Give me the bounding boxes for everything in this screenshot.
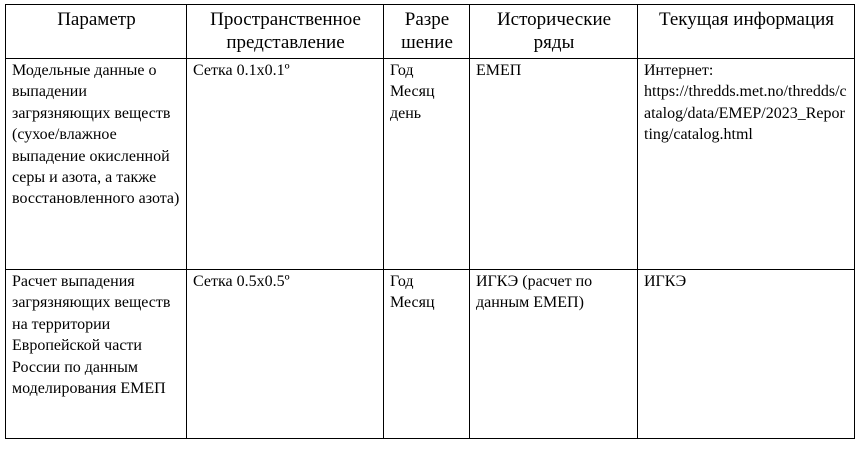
header-current-information: Текущая информация (638, 5, 855, 59)
cell-parameter: Модельные данные о выпадении загрязняющих веществ (сухое/влажное выпадение окисленной серы и азота, а также восстановленного азота) (6, 59, 187, 270)
header-parameter: Параметр (6, 5, 187, 59)
cell-spatial: Сетка 0.5х0.5º (187, 270, 384, 439)
resolution-value: Год (390, 62, 414, 79)
resolution-value: Месяц (390, 83, 435, 101)
header-resolution: Разре шение (384, 5, 470, 59)
cell-spatial: Сетка 0.1х0.1º (187, 59, 384, 270)
resolution-value: Месяц (390, 294, 435, 312)
cell-current: ИГКЭ (638, 270, 855, 439)
data-sources-table (5, 4, 855, 439)
resolution-value: день (390, 104, 422, 122)
cell-historical: ЕМЕП (470, 59, 638, 270)
table-row (6, 59, 855, 270)
resolution-value: Год (390, 273, 414, 290)
cell-parameter: Расчет выпадения загрязняющих веществ на территории Европейской части России по данным моделирования ЕМЕП (6, 270, 187, 439)
cell-historical: ИГКЭ (расчет по данным ЕМЕП) (470, 270, 638, 439)
cell-resolution (384, 59, 470, 270)
table-row (6, 270, 855, 439)
header-spatial-representation: Пространственное представление (187, 5, 384, 59)
cell-resolution (384, 270, 470, 439)
table-header-row (6, 5, 855, 59)
cell-current: Интернет: https://thredds.met.no/thredds/catalog/data/EMEP/2023_Reporting/catalog.html (638, 59, 855, 270)
header-historical-series: Исторические ряды (470, 5, 638, 59)
